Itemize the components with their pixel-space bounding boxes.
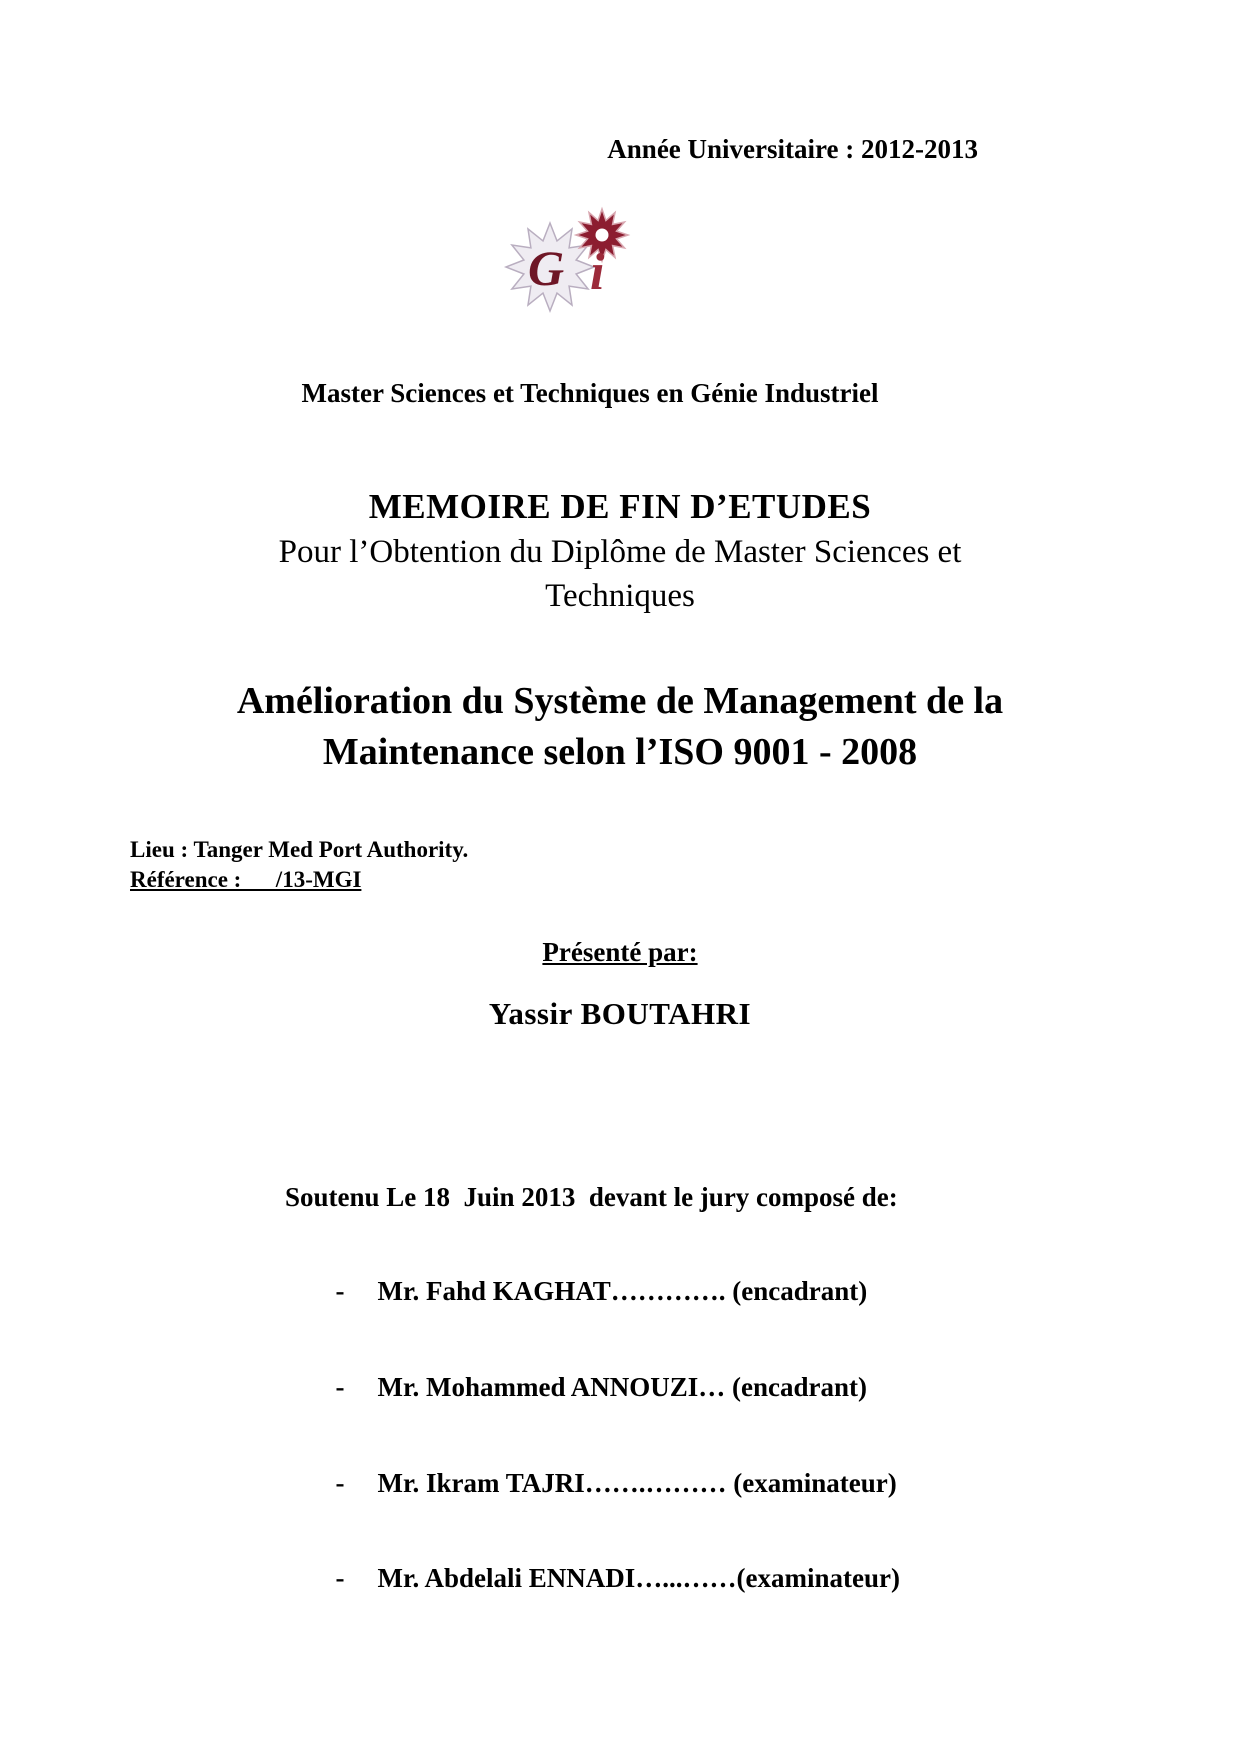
presented-by-label: Présenté par: [542, 936, 698, 967]
jury-member-text: Mr. Mohammed ANNOUZI… (encadrant) [377, 1371, 867, 1402]
author-name: Yassir BOUTAHRI [488, 995, 752, 1031]
logo-letter-g: G [528, 239, 565, 296]
jury-member [295, 1340, 1110, 1436]
jury-list [295, 1245, 1110, 1627]
jury-member [295, 1245, 1110, 1341]
jury-dash: - [335, 1563, 345, 1594]
jury-dash: - [335, 1467, 345, 1498]
gi-logo-graphic [502, 205, 637, 320]
jury-member [295, 1531, 1110, 1627]
jury-dash: - [335, 1371, 345, 1402]
thesis-title: Amélioration du Système de Management de la Maintenance selon l’ISO 9001 - 2008 [236, 680, 1004, 773]
jury-member-text: Mr. Ikram TAJRI…….……… (examinateur) [377, 1467, 897, 1498]
location-line: Lieu : Tanger Med Port Authority. [130, 836, 469, 862]
document-type-heading: MEMOIRE DE FIN D’ETUDES [368, 486, 872, 526]
jury-member-text: Mr. Abdelali ENNADI…...……(examinateur) [377, 1563, 900, 1594]
logo-i-dot [596, 228, 609, 241]
defense-line: Soutenu Le 18 Juin 2013 devant le jury composé de: [285, 1181, 898, 1212]
document-subtitle: Pour l’Obtention du Diplôme de Master Sciences et Techniques [278, 533, 962, 614]
jury-member-text: Mr. Fahd KAGHAT…………. (encadrant) [377, 1276, 868, 1307]
reference-line: Référence : /13-MGI [130, 866, 362, 892]
logo-letter-i: i [590, 243, 605, 301]
academic-year: Année Universitaire : 2012-2013 [607, 134, 978, 164]
gi-logo [502, 205, 637, 320]
jury-member [295, 1436, 1110, 1532]
program-name: Master Sciences et Techniques en Génie Industriel [301, 377, 879, 408]
jury-dash: - [335, 1276, 345, 1307]
